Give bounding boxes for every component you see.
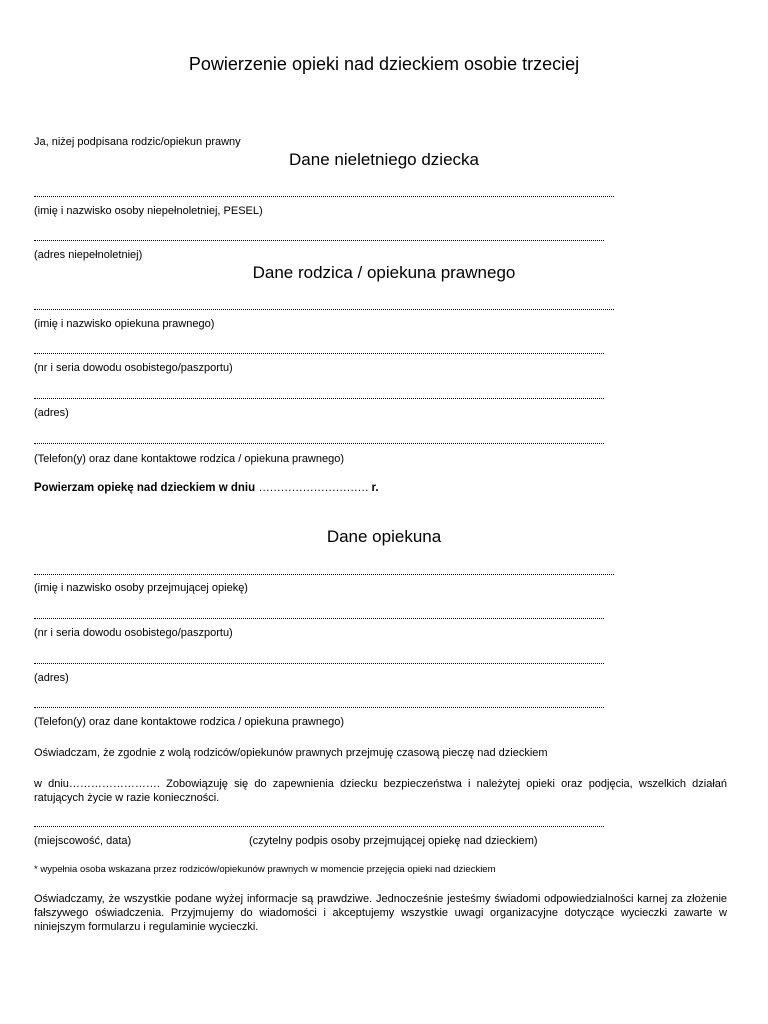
child-name-line[interactable] (34, 196, 614, 197)
guardian-name-line[interactable] (34, 574, 614, 575)
guardian-id-caption: (nr i seria dowodu osobistego/paszportu) (34, 627, 233, 639)
final-statement: Oświadczamy, że wszystkie podane wyżej informacje są prawdziwe. Jednocześnie jesteśmy świadomi odpowiedzialności karnej za złożenie fałszywego oświadczenia. Przyjmujemy do wiadomości i akceptujemy wszystkie uwagi organizacyjne dotyczące wycieczki zawarte w niniejszym formularzu i regulaminie wycieczki. (34, 893, 727, 933)
document-title: Powierzenie opieki nad dzieckiem osobie trzeciej (188, 54, 580, 74)
child-section-heading: Dane nieletniego dziecka (289, 150, 479, 169)
parent-name-line[interactable] (34, 309, 614, 310)
signature-line[interactable] (34, 826, 604, 827)
parent-id-caption: (nr i seria dowodu osobistego/paszportu) (34, 362, 233, 374)
guardian-id-line[interactable] (34, 618, 604, 619)
declaration-guardianship: Oświadczam, że zgodnie z wolą rodziców/opiekunów prawnych przejmuję czasową pieczę nad dzieckiem (34, 747, 548, 759)
footnote: * wypełnia osoba wskazana przez rodziców/opiekunów prawnych w momencie przejęcia opieki nad dzieckiem (34, 864, 496, 875)
parent-address-caption: (adres) (34, 407, 69, 419)
child-name-caption: (imię i nazwisko osoby niepełnoletniej, PESEL) (34, 205, 263, 217)
guardian-phone-line[interactable] (34, 707, 604, 708)
declaration-obligation: w dniu……………………. Zobowiązuję się do zapewnienia dziecku bezpieczeństwa i należytej opieki oraz podjęcia, wszelkich działań ratujących życie w razie konieczności. (34, 778, 727, 804)
intro-text: Ja, niżej podpisana rodzic/opiekun prawny (34, 136, 241, 148)
child-address-line[interactable] (34, 240, 604, 241)
guardian-section-heading: Dane opiekuna (326, 527, 442, 546)
entrust-suffix: r. (368, 482, 379, 494)
parent-name-caption: (imię i nazwisko opiekuna prawnego) (34, 318, 215, 330)
parent-address-line[interactable] (34, 398, 604, 399)
signature-place-date-caption: (miejscowość, data) (34, 835, 132, 847)
entrust-date-field[interactable]: ………………………… (258, 482, 369, 494)
parent-id-line[interactable] (34, 353, 604, 354)
parent-phone-line[interactable] (34, 443, 604, 444)
guardian-address-line[interactable] (34, 663, 604, 664)
guardian-address-caption: (adres) (34, 672, 69, 684)
parent-section-heading: Dane rodzica / opiekuna prawnego (252, 263, 516, 282)
entrust-statement (34, 482, 379, 494)
entrust-text: Powierzam opiekę nad dzieckiem w dniu (34, 482, 259, 494)
guardian-name-caption: (imię i nazwisko osoby przejmującej opiekę) (34, 582, 248, 594)
parent-phone-caption: (Telefon(y) oraz dane kontaktowe rodzica / opiekuna prawnego) (34, 453, 345, 465)
signature-name-caption: (czytelny podpis osoby przejmującej opiekę nad dzieckiem) (249, 835, 538, 847)
guardian-phone-caption: (Telefon(y) oraz dane kontaktowe rodzica / opiekuna prawnego) (34, 716, 345, 728)
child-address-caption: (adres niepełnoletniej) (34, 249, 143, 261)
